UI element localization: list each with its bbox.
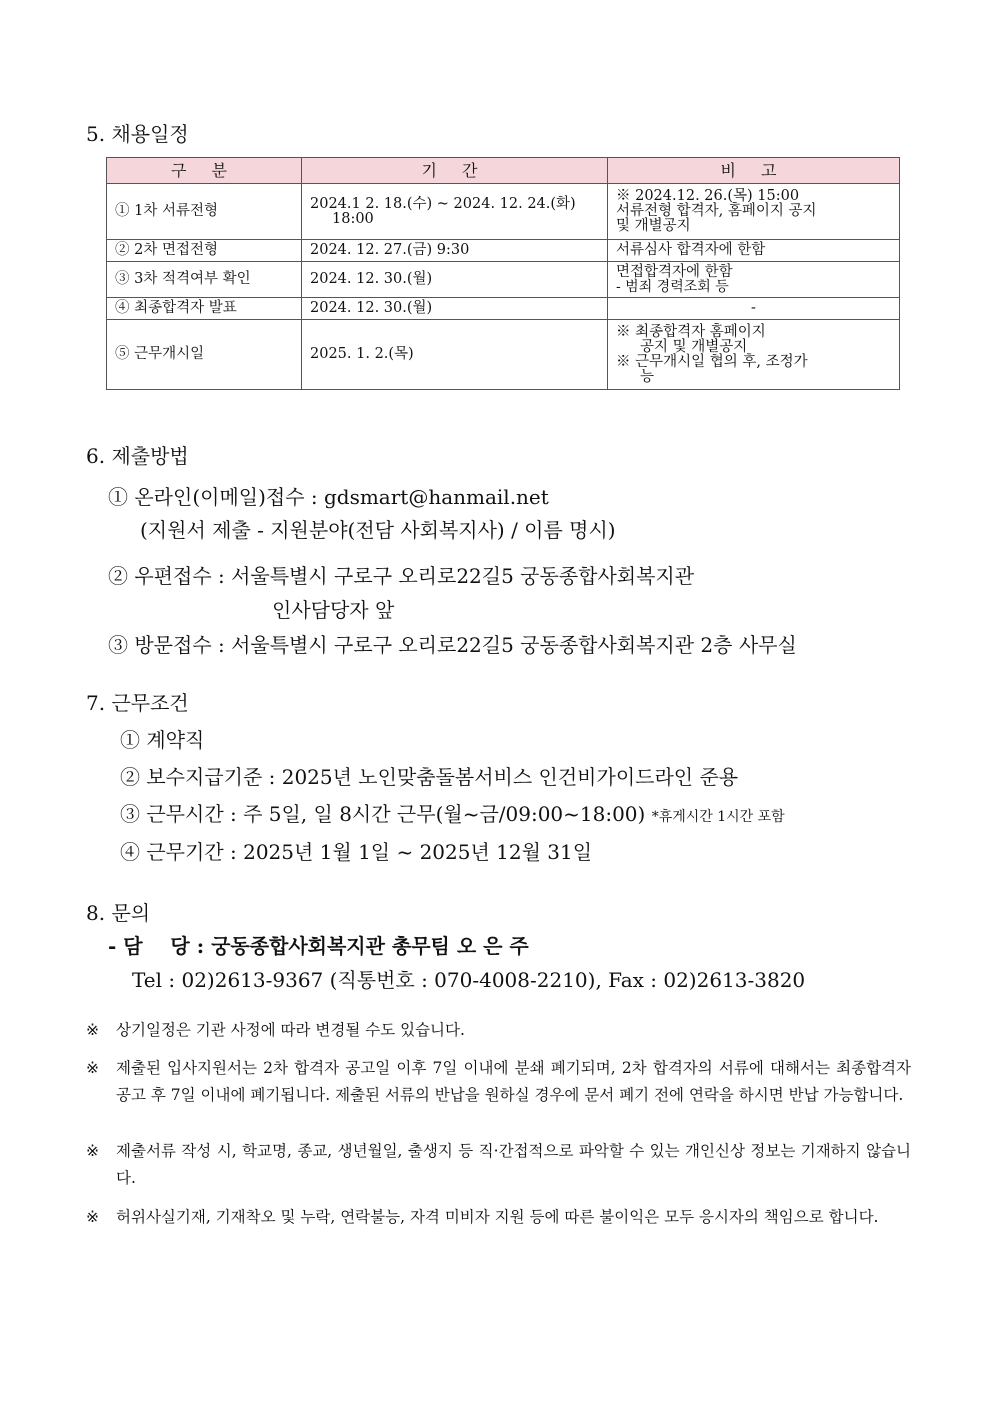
header-category: 구 분 bbox=[107, 158, 302, 184]
table-row bbox=[107, 184, 900, 240]
table-row bbox=[107, 262, 900, 298]
footnote-text: 허위사실기재, 기재착오 및 누락, 연락불능, 자격 미비자 지원 등에 따른 불이익은 모두 응시자의 책임으로 합니다. bbox=[116, 1208, 879, 1226]
step-cell: ① 1차 서류전형 bbox=[107, 184, 302, 240]
contact-phone-fax: Tel : 02)2613-9367 (직통번호 : 070-4008-2210), Fax : 02)2613-3820 bbox=[132, 968, 806, 992]
step-cell: ⑤ 근무개시일 bbox=[107, 320, 302, 390]
section-7-title: 7. 근무조건 bbox=[86, 691, 189, 715]
period-cell: 2025. 1. 2.(목) bbox=[302, 320, 608, 390]
footnote-text: 제출서류 작성 시, 학교명, 종교, 생년월일, 출생지 등 직·간접적으로 파악할 수 있는 개인신상 정보는 기재하지 않습니다. bbox=[116, 1142, 911, 1187]
section-6-title: 6. 제출방법 bbox=[86, 444, 189, 468]
break-time-note: *휴게시간 1시간 포함 bbox=[651, 809, 785, 825]
note-line: 면접합격자에 한함 bbox=[616, 263, 733, 280]
reference-mark-icon: ※ bbox=[86, 1059, 99, 1077]
header-remarks: 비 고 bbox=[608, 158, 900, 184]
work-condition-item bbox=[120, 798, 785, 827]
table-row bbox=[107, 298, 900, 320]
note-cell bbox=[608, 262, 900, 298]
note-line: - 범죄 경력조회 등 bbox=[616, 278, 729, 295]
work-condition-item: ④ 근무기간 : 2025년 1월 1일 ~ 2025년 12월 31일 bbox=[120, 840, 593, 864]
reference-mark-icon: ※ bbox=[86, 1208, 99, 1226]
online-submission-detail: (지원서 제출 - 지원분야(전담 사회복지사) / 이름 명시) bbox=[140, 518, 616, 542]
note-line: 능 bbox=[640, 368, 655, 385]
table-header-row bbox=[107, 158, 900, 184]
note-line: ※ 2024.12. 26.(목) 15:00 bbox=[616, 188, 800, 204]
note-line: 서류전형 합격자, 홈페이지 공지 bbox=[616, 203, 817, 219]
footnote-text: 상기일정은 기관 사정에 따라 변경될 수도 있습니다. bbox=[116, 1021, 465, 1039]
note-cell bbox=[608, 184, 900, 240]
note-cell: 서류심사 합격자에 한함 bbox=[608, 240, 900, 262]
section-5-title: 5. 채용일정 bbox=[86, 122, 189, 146]
note-line: ※ 최종합격자 홈페이지 bbox=[616, 323, 766, 340]
period-cell: 2024. 12. 30.(월) bbox=[302, 298, 608, 320]
reference-mark-icon: ※ bbox=[86, 1021, 99, 1039]
contact-person: - 담 당 : 궁동종합사회복지관 총무팀 오 은 주 bbox=[108, 934, 529, 958]
period-cell: 2024. 12. 30.(월) bbox=[302, 262, 608, 298]
note-line: ※ 근무개시일 협의 후, 조정가 bbox=[616, 353, 808, 370]
table-row bbox=[107, 320, 900, 390]
period-line: 18:00 bbox=[332, 210, 374, 227]
online-submission: ① 온라인(이메일)접수 : gdsmart@hanmail.net bbox=[108, 485, 549, 509]
visit-submission: ③ 방문접수 : 서울특별시 구로구 오리로22길5 궁동종합사회복지관 2층 사무실 bbox=[108, 633, 797, 657]
period-cell bbox=[302, 184, 608, 240]
work-hours-text: ③ 근무시간 : 주 5일, 일 8시간 근무(월~금/09:00~18:00) bbox=[120, 802, 646, 826]
reference-mark-icon: ※ bbox=[86, 1142, 99, 1160]
postal-recipient: 인사담당자 앞 bbox=[272, 598, 395, 622]
step-cell: ③ 3차 적격여부 확인 bbox=[107, 262, 302, 298]
schedule-table bbox=[106, 157, 900, 390]
period-line: 2024.1 2. 18.(수) ~ 2024. 12. 24.(화) bbox=[310, 195, 576, 212]
header-period: 기 간 bbox=[302, 158, 608, 184]
postal-submission: ② 우편접수 : 서울특별시 구로구 오리로22길5 궁동종합사회복지관 bbox=[108, 564, 695, 588]
note-line: 및 개별공지 bbox=[616, 218, 691, 234]
work-condition-item: ① 계약직 bbox=[120, 728, 205, 752]
note-cell bbox=[608, 320, 900, 390]
period-cell: 2024. 12. 27.(금) 9:30 bbox=[302, 240, 608, 262]
step-cell: ② 2차 면접전형 bbox=[107, 240, 302, 262]
section-8-title: 8. 문의 bbox=[86, 901, 151, 925]
step-cell: ④ 최종합격자 발표 bbox=[107, 298, 302, 320]
note-cell: - bbox=[608, 298, 900, 320]
work-condition-item: ② 보수지급기준 : 2025년 노인맞춤돌봄서비스 인건비가이드라인 준용 bbox=[120, 765, 739, 789]
note-line: 공지 및 개별공지 bbox=[640, 338, 748, 355]
footnote-text: 제출된 입사지원서는 2차 합격자 공고일 이후 7일 이내에 분쇄 폐기되며, 2차 합격자의 서류에 대해서는 최종합격자 공고 후 7일 이내에 폐기됩니다. 제출된 서류의 반납을 원하실 경우에 문서 폐기 전에 연락을 하시면 반납 가능합니다. bbox=[116, 1059, 911, 1104]
table-row bbox=[107, 240, 900, 262]
